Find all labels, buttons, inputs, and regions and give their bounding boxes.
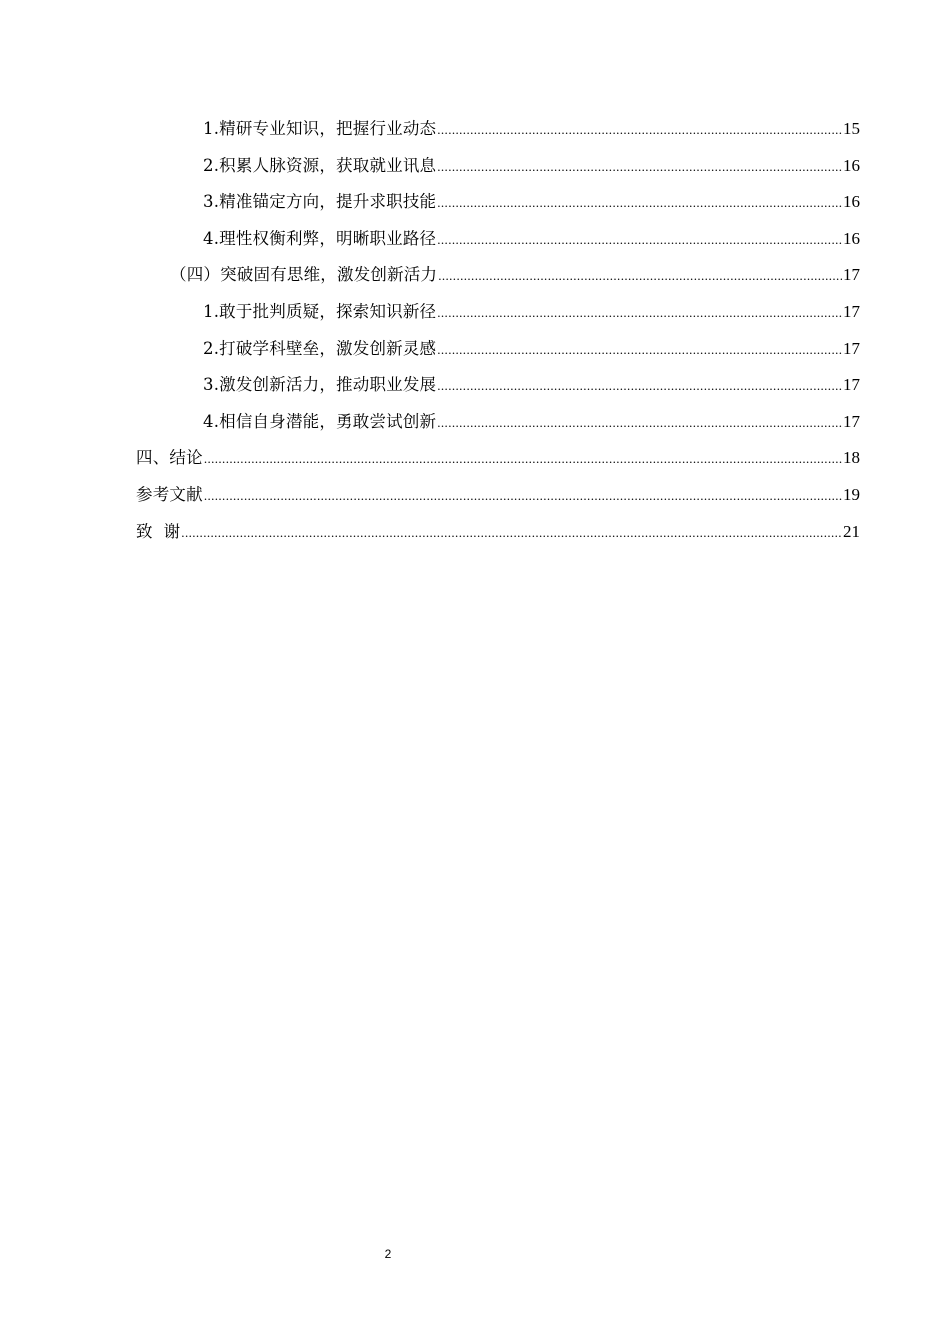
toc-dot-leader [437, 226, 842, 254]
toc-entry-title: 参考文献 [136, 484, 203, 504]
toc-entry-title: 四、结论 [136, 448, 203, 468]
toc-dot-leader [437, 409, 842, 437]
toc-entry-page: 21 [843, 521, 860, 541]
toc-entry[interactable] [136, 335, 860, 372]
toc-dot-leader [181, 519, 842, 547]
toc-entry[interactable] [136, 481, 860, 518]
toc-entry[interactable] [136, 408, 860, 445]
toc-entry-page: 17 [843, 301, 860, 321]
toc-entry-title: 1.敢于批判质疑，探索知识新径 [203, 301, 437, 321]
toc-entry-title: 4.相信自身潜能，勇敢尝试创新 [203, 411, 437, 431]
toc-dot-leader [437, 299, 842, 327]
toc-entry-title: 3.激发创新活力，推动职业发展 [203, 375, 437, 395]
toc-entry[interactable] [136, 152, 860, 189]
toc-entry[interactable] [136, 518, 860, 555]
toc-dot-leader [437, 153, 842, 181]
toc-entry-title: （四）突破固有思维，激发创新活力 [170, 265, 438, 285]
toc-entry-page: 19 [843, 484, 860, 504]
toc-entry-title: 3.精准锚定方向，提升求职技能 [203, 192, 437, 212]
toc-entry-title: 2.积累人脉资源，获取就业讯息 [203, 155, 437, 175]
toc-dot-leader [204, 482, 842, 510]
toc-dot-leader [437, 116, 842, 144]
toc-entry-title: 1.精研专业知识，把握行业动态 [203, 119, 437, 138]
toc-entry-page: 16 [843, 192, 860, 212]
page-number: 2 [384, 1247, 392, 1261]
toc-entry-page: 17 [843, 265, 860, 285]
toc-entry[interactable] [136, 371, 860, 408]
toc-dot-leader [437, 189, 842, 217]
toc-entry-page: 17 [843, 375, 860, 395]
toc-entry[interactable] [136, 115, 860, 152]
toc-entry-title: 4.理性权衡利弊，明晰职业路径 [203, 228, 437, 248]
toc-entry-title: 致 谢 [136, 521, 181, 541]
table-of-contents [136, 115, 860, 554]
toc-entry-title: 2.打破学科壁垒，激发创新灵感 [203, 338, 437, 358]
toc-dot-leader [437, 336, 842, 364]
toc-entry[interactable] [136, 225, 860, 262]
toc-entry[interactable] [136, 188, 860, 225]
toc-entry-page: 18 [843, 448, 860, 468]
toc-entry-page: 16 [843, 155, 860, 175]
toc-entry[interactable] [136, 261, 860, 298]
toc-dot-leader [204, 445, 842, 473]
toc-dot-leader [438, 262, 842, 290]
toc-entry-page: 15 [843, 119, 860, 138]
toc-entry-page: 17 [843, 338, 860, 358]
toc-entry-page: 17 [843, 411, 860, 431]
toc-entry-page: 16 [843, 228, 860, 248]
toc-entry[interactable] [136, 298, 860, 335]
toc-entry[interactable] [136, 444, 860, 481]
toc-dot-leader [437, 372, 842, 400]
